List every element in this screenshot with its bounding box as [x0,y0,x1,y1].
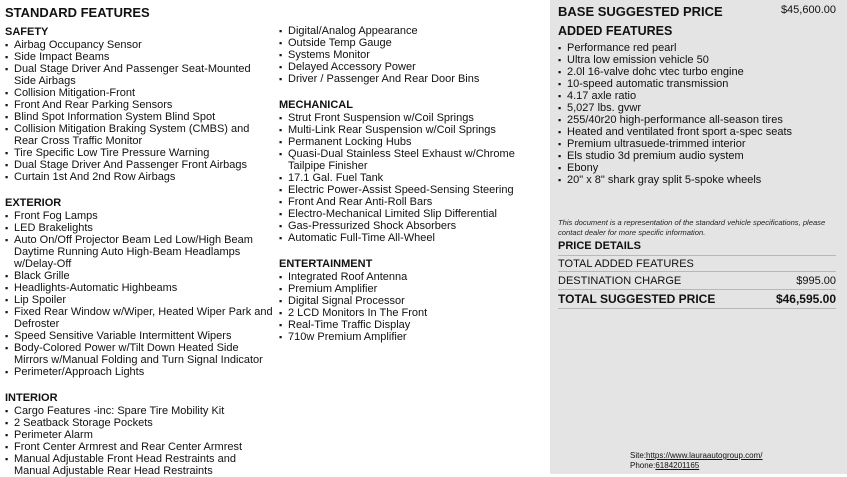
list-item: ▪ Front Fog Lamps [5,210,273,222]
total-added-row [558,258,836,270]
site-label: Site: [630,451,647,460]
list-item: ▪ 2.0l 16-valve dohc vtec turbo engine [558,66,838,78]
divider [558,308,836,309]
list-item: ▪ Automatic Full-Time All-Wheel [279,232,549,244]
list-item: ▪ Blind Spot Information System Blind Spot [5,111,273,123]
list-item: ▪ 10-speed automatic transmission [558,78,838,90]
list-item: ▪ Side Impact Beams [5,51,273,63]
list-item: ▪ Driver / Passenger And Rear Door Bins [279,73,549,85]
destination-row [558,275,836,287]
exterior-title: EXTERIOR [5,197,62,209]
list-item: ▪ Gas-Pressurized Shock Absorbers [279,220,549,232]
phone-link[interactable]: 6184201165 [655,461,700,470]
disclaimer-text: This document is a representation of the standard vehicle specifications, please contact dealer for more specific information. [558,218,826,237]
list-item: ▪ Digital/Analog Appearance [279,25,549,37]
list-item: ▪ Ebony [558,162,838,174]
interior-list [5,405,273,477]
total-price-label: TOTAL SUGGESTED PRICE [558,292,716,306]
middle-column [279,25,549,343]
list-item: ▪ Front And Rear Anti-Roll Bars [279,196,549,208]
site-link[interactable]: https://www.lauraautogroup.com/ [646,451,763,460]
dealer-footer [630,451,763,471]
list-item: ▪ LED Brakelights [5,222,273,234]
list-item: ▪ Premium Amplifier [279,283,549,295]
mechanical-title: MECHANICAL [279,99,353,111]
total-price-value: $46,595.00 [775,292,836,306]
site-line [630,451,763,461]
list-item: ▪ Collision Mitigation Braking System (CMBS) and Rear Cross Traffic Monitor [5,123,273,147]
list-item: ▪ Els studio 3d premium audio system [558,150,838,162]
list-item: ▪ Headlights-Automatic Highbeams [5,282,273,294]
list-item: ▪ Dual Stage Driver And Passenger Front Airbags [5,159,273,171]
total-added-label: TOTAL ADDED FEATURES [558,258,694,270]
list-item: ▪ Performance red pearl [558,42,838,54]
list-item: ▪ Dual Stage Driver And Passenger Seat-Mounted Side Airbags [5,63,273,87]
interior-title: INTERIOR [5,392,58,404]
entertainment-list [279,271,549,343]
destination-label: DESTINATION CHARGE [558,275,682,287]
phone-line [630,461,763,471]
list-item: ▪ Systems Monitor [279,49,549,61]
list-item: ▪ Perimeter/Approach Lights [5,366,273,378]
safety-list [5,39,273,183]
base-price-label: BASE SUGGESTED PRICE [558,4,723,19]
list-item: ▪ Body-Colored Power w/Tilt Down Heated Side Mirrors w/Manual Folding and Turn Signal Indicator [5,342,273,366]
list-item: ▪ 20" x 8" shark gray split 5-spoke wheels [558,174,838,186]
list-item: ▪ Manual Adjustable Front Head Restraints and Manual Adjustable Rear Head Restraints [5,453,273,477]
destination-value: $995.00 [796,275,836,287]
list-item: ▪ Premium ultrasuede-trimmed interior [558,138,838,150]
list-item: ▪ Speed Sensitive Variable Intermittent Wipers [5,330,273,342]
interior-continued-list [279,25,549,85]
list-item: ▪ Permanent Locking Hubs [279,136,549,148]
list-item: ▪ 255/40r20 high-performance all-season tires [558,114,838,126]
list-item: ▪ Fixed Rear Window w/Wiper, Heated Wiper Park and Defroster [5,306,273,330]
price-details-title: PRICE DETAILS [558,240,641,252]
list-item: ▪ Real-Time Traffic Display [279,319,549,331]
added-features-list [558,42,838,186]
standard-features-title: STANDARD FEATURES [5,5,150,20]
list-item: ▪ Ultra low emission vehicle 50 [558,54,838,66]
divider [558,289,836,290]
list-item: ▪ 2 Seatback Storage Pockets [5,417,273,429]
safety-title: SAFETY [5,26,49,38]
list-item: ▪ Front And Rear Parking Sensors [5,99,273,111]
list-item: ▪ Curtain 1st And 2nd Row Airbags [5,171,273,183]
list-item: ▪ Airbag Occupancy Sensor [5,39,273,51]
exterior-list [5,210,273,378]
total-price-row [558,292,836,306]
added-features-title: ADDED FEATURES [558,24,673,38]
base-price-value: $45,600.00 [780,4,836,16]
list-item: ▪ Collision Mitigation-Front [5,87,273,99]
list-item: ▪ Quasi-Dual Stainless Steel Exhaust w/Chrome Tailpipe Finisher [279,148,549,172]
list-item: ▪ Digital Signal Processor [279,295,549,307]
list-item: ▪ Auto On/Off Projector Beam Led Low/High Beam Daytime Running Auto High-Beam Headlamps w/Delay-Off [5,234,273,270]
list-item: ▪ 710w Premium Amplifier [279,331,549,343]
list-item: ▪ Electro-Mechanical Limited Slip Differential [279,208,549,220]
entertainment-title: ENTERTAINMENT [279,258,373,270]
list-item: ▪ 17.1 Gal. Fuel Tank [279,172,549,184]
mechanical-list [279,112,549,244]
list-item: ▪ 4.17 axle ratio [558,90,838,102]
pricing-panel [550,0,847,474]
list-item: ▪ Tire Specific Low Tire Pressure Warning [5,147,273,159]
base-price-row [558,3,836,21]
list-item: ▪ Electric Power-Assist Speed-Sensing Steering [279,184,549,196]
list-item: ▪ Cargo Features -inc: Spare Tire Mobility Kit [5,405,273,417]
list-item: ▪ Black Grille [5,270,273,282]
list-item: ▪ 2 LCD Monitors In The Front [279,307,549,319]
list-item: ▪ Lip Spoiler [5,294,273,306]
list-item: ▪ Heated and ventilated front sport a-spec seats [558,126,838,138]
list-item: ▪ Perimeter Alarm [5,429,273,441]
list-item: ▪ Strut Front Suspension w/Coil Springs [279,112,549,124]
list-item: ▪ Front Center Armrest and Rear Center Armrest [5,441,273,453]
left-column [5,5,273,477]
list-item: ▪ Outside Temp Gauge [279,37,549,49]
list-item: ▪ Integrated Roof Antenna [279,271,549,283]
divider [558,271,836,272]
list-item: ▪ Multi-Link Rear Suspension w/Coil Springs [279,124,549,136]
phone-label: Phone: [630,461,656,470]
list-item: ▪ Delayed Accessory Power [279,61,549,73]
divider [558,255,836,256]
list-item: ▪ 5,027 lbs. gvwr [558,102,838,114]
